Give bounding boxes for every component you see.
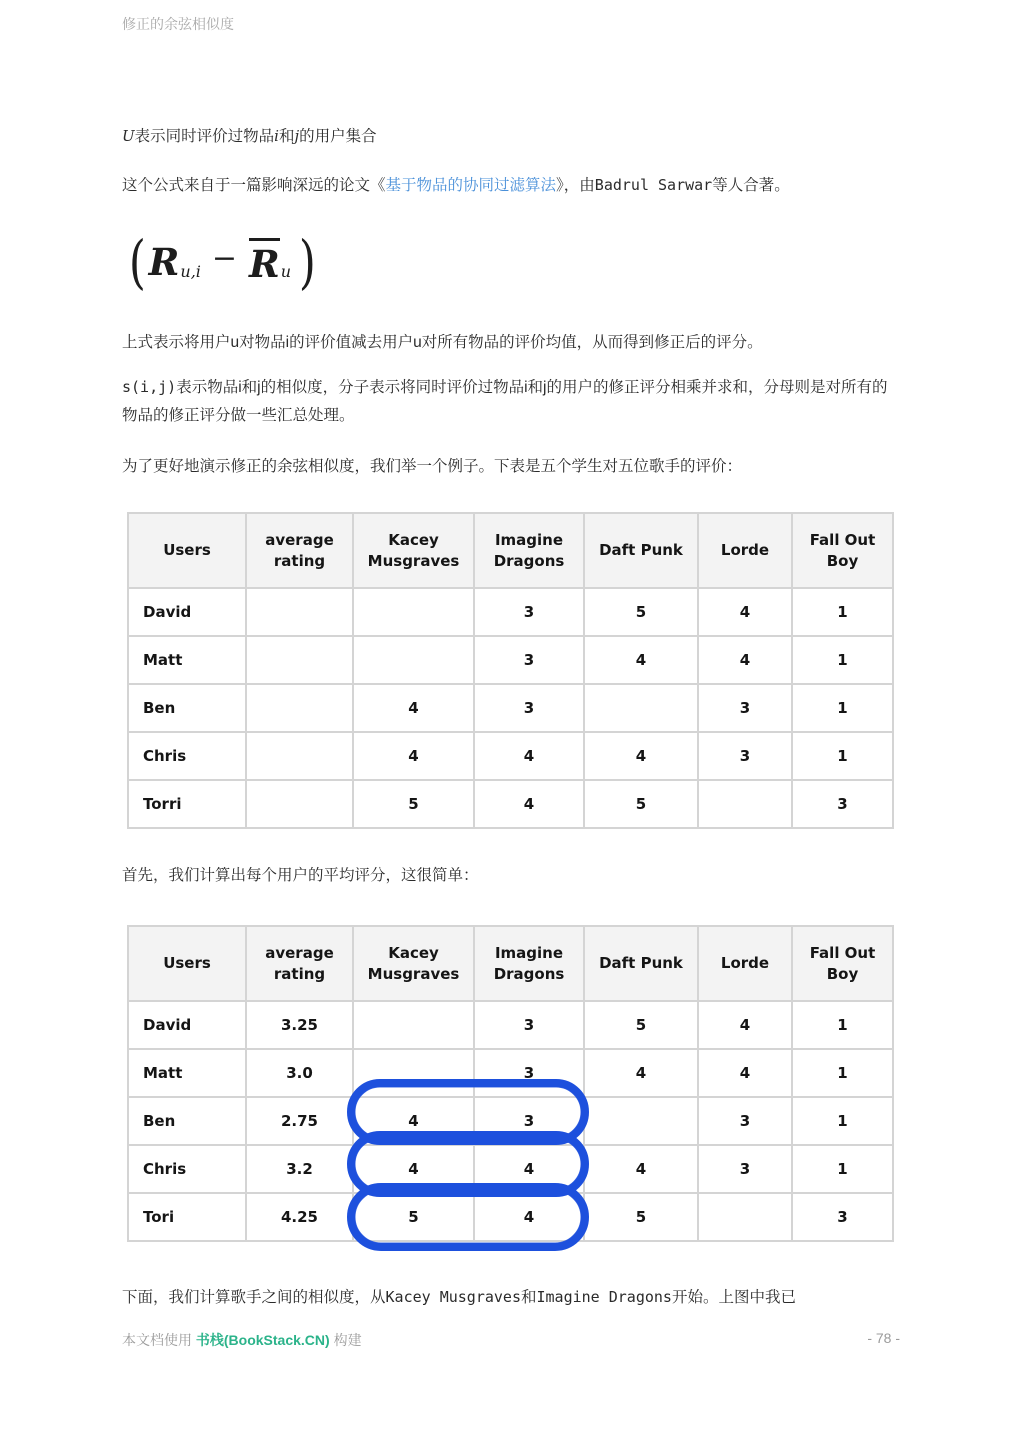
rating-cell: 5 — [584, 780, 698, 828]
rating-cell: 4 — [474, 1193, 584, 1241]
rating-cell — [246, 636, 353, 684]
column-header: Users — [128, 926, 246, 1001]
rating-cell: 3 — [474, 1001, 584, 1049]
column-header: Imagine Dragons — [474, 513, 584, 588]
artist-name-imagine: Imagine Dragons — [536, 1288, 672, 1306]
column-header: Fall Out Boy — [792, 513, 893, 588]
table-row — [128, 1193, 893, 1241]
rating-cell — [246, 732, 353, 780]
p7-end: 开始。上图中我已 — [671, 1289, 796, 1306]
rating-cell: 4 — [474, 780, 584, 828]
table-header-row — [128, 513, 893, 588]
paragraph-next-step — [122, 1283, 900, 1312]
table-row — [128, 780, 893, 828]
table-row — [128, 636, 893, 684]
rating-cell: 3 — [698, 1097, 792, 1145]
rating-cell: 3.2 — [246, 1145, 353, 1193]
formula-minus: − — [211, 240, 238, 276]
user-name-cell: Tori — [128, 1193, 246, 1241]
column-header: Imagine Dragons — [474, 926, 584, 1001]
paragraph-similarity-explain — [122, 373, 900, 430]
rating-cell: 4 — [353, 1145, 474, 1193]
rating-cell — [246, 684, 353, 732]
rating-cell: 4 — [584, 732, 698, 780]
paragraph-example-intro: 为了更好地演示修正的余弦相似度，我们举一个例子。下表是五个学生对五位歌手的评价： — [122, 458, 743, 475]
rating-cell: 3 — [474, 636, 584, 684]
rating-cell: 3 — [474, 1097, 584, 1145]
p7-pre: 下面，我们计算歌手之间的相似度，从 — [122, 1289, 386, 1306]
user-name-cell: David — [128, 588, 246, 636]
rating-cell: 3 — [474, 684, 584, 732]
p1-text2: 和 — [278, 128, 295, 145]
rating-cell: 1 — [792, 1145, 893, 1193]
variable-j: j — [294, 127, 300, 145]
paragraph-paper-reference — [122, 171, 900, 200]
user-name-cell: Ben — [128, 684, 246, 732]
averages-table-container — [127, 925, 894, 1242]
rating-cell: 4 — [584, 1049, 698, 1097]
page-header-title: 修正的余弦相似度 — [122, 16, 234, 32]
ratings-table — [127, 512, 894, 829]
column-header: average rating — [246, 513, 353, 588]
formula-rparen: ) — [298, 228, 316, 296]
table-row — [128, 1145, 893, 1193]
user-name-cell: Matt — [128, 636, 246, 684]
rating-cell: 3 — [474, 1049, 584, 1097]
rating-cell: 1 — [792, 732, 893, 780]
rating-cell: 1 — [792, 1001, 893, 1049]
footer-prefix: 本文档使用 — [122, 1332, 196, 1348]
rating-cell: 1 — [792, 588, 893, 636]
p2-pre: 这个公式来自于一篇影响深远的论文《 — [122, 177, 386, 194]
user-name-cell: Chris — [128, 1145, 246, 1193]
paragraph-user-set — [122, 122, 900, 151]
column-header: Kacey Musgraves — [353, 926, 474, 1001]
rating-cell: 3 — [792, 780, 893, 828]
p2-end: 等人合著。 — [712, 177, 790, 194]
rating-cell — [584, 684, 698, 732]
rating-cell — [353, 1001, 474, 1049]
paper-link[interactable]: 基于物品的协同过滤算法 — [385, 177, 557, 194]
p1-text1: 表示同时评价过物品 — [134, 128, 275, 145]
rating-cell — [246, 588, 353, 636]
rating-cell: 4 — [474, 1145, 584, 1193]
rating-cell: 1 — [792, 1097, 893, 1145]
formula-R1: R — [148, 240, 180, 284]
rating-cell: 3 — [698, 1145, 792, 1193]
table-row — [128, 1049, 893, 1097]
bookstack-brand: 书栈(BookStack.CN) — [195, 1332, 330, 1348]
user-name-cell: David — [128, 1001, 246, 1049]
rating-cell: 3 — [698, 732, 792, 780]
p4-text: 表示物品i和j的相似度，分子表示将同时评价过物品i和j的用户的修正评分相乘并求和，分母则是对所有的物品的修正评分做一些汇总处理。 — [122, 379, 888, 424]
rating-cell: 5 — [584, 1193, 698, 1241]
paragraph-average-intro: 首先，我们计算出每个用户的平均评分，这很简单： — [122, 867, 479, 884]
page-number: - 78 - — [867, 1330, 900, 1346]
footer-suffix: 构建 — [329, 1332, 362, 1348]
p7-mid: 和 — [520, 1289, 537, 1306]
user-name-cell: Chris — [128, 732, 246, 780]
rating-cell: 3.25 — [246, 1001, 353, 1049]
column-header: Kacey Musgraves — [353, 513, 474, 588]
rating-cell: 4 — [584, 636, 698, 684]
rating-cell — [246, 780, 353, 828]
table-row — [128, 1001, 893, 1049]
table-header-row — [128, 926, 893, 1001]
rating-cell: 4 — [584, 1145, 698, 1193]
rating-cell: 2.75 — [246, 1097, 353, 1145]
rating-cell: 1 — [792, 684, 893, 732]
formula-adjusted-rating — [126, 224, 319, 300]
rating-cell — [353, 636, 474, 684]
p1-text3: 的用户集合 — [299, 128, 377, 145]
variable-U: U — [122, 127, 135, 145]
column-header: Lorde — [698, 926, 792, 1001]
column-header: Fall Out Boy — [792, 926, 893, 1001]
rating-cell: 4 — [698, 1049, 792, 1097]
user-name-cell: Torri — [128, 780, 246, 828]
column-header: Lorde — [698, 513, 792, 588]
ratings-table-container — [127, 512, 894, 829]
artist-name-kacey: Kacey Musgraves — [385, 1288, 521, 1306]
rating-cell: 3.0 — [246, 1049, 353, 1097]
table-row — [128, 588, 893, 636]
formula-R2: R — [249, 242, 280, 286]
rating-cell: 3 — [792, 1193, 893, 1241]
rating-cell: 5 — [584, 1001, 698, 1049]
rating-cell: 5 — [584, 588, 698, 636]
rating-cell — [584, 1097, 698, 1145]
averages-table — [127, 925, 894, 1242]
rating-cell — [698, 780, 792, 828]
column-header: Users — [128, 513, 246, 588]
rating-cell: 1 — [792, 1049, 893, 1097]
author-name: Badrul Sarwar — [594, 176, 713, 194]
rating-cell — [353, 1049, 474, 1097]
rating-cell: 4 — [353, 684, 474, 732]
rating-cell: 4 — [474, 732, 584, 780]
rating-cell: 5 — [353, 1193, 474, 1241]
rating-cell — [353, 588, 474, 636]
rating-cell: 4 — [353, 732, 474, 780]
rating-cell: 3 — [698, 684, 792, 732]
rating-cell: 4 — [698, 636, 792, 684]
formula-lparen: ( — [128, 228, 146, 296]
table-row — [128, 732, 893, 780]
user-name-cell: Matt — [128, 1049, 246, 1097]
formula-sub2: u — [280, 261, 292, 281]
rating-cell: 4 — [698, 1001, 792, 1049]
p2-mid: 》，由 — [556, 177, 595, 194]
footer-builder-note — [122, 1330, 362, 1350]
formula-sub1: u,i — [180, 261, 201, 281]
rating-cell — [698, 1193, 792, 1241]
user-name-cell: Ben — [128, 1097, 246, 1145]
rating-cell: 5 — [353, 780, 474, 828]
rating-cell: 1 — [792, 636, 893, 684]
column-header: Daft Punk — [584, 926, 698, 1001]
sij-code: s(i,j) — [122, 378, 177, 396]
column-header: average rating — [246, 926, 353, 1001]
table-row — [128, 684, 893, 732]
rating-cell: 3 — [474, 588, 584, 636]
column-header: Daft Punk — [584, 513, 698, 588]
variable-i: i — [274, 127, 279, 145]
paragraph-formula-explain: 上式表示将用户u对物品i的评价值减去用户u对所有物品的评价均值，从而得到修正后的评分。 — [122, 334, 763, 351]
rating-cell: 4 — [353, 1097, 474, 1145]
rating-cell: 4 — [698, 588, 792, 636]
page-footer — [122, 1330, 900, 1350]
rating-cell: 4.25 — [246, 1193, 353, 1241]
table-row — [128, 1097, 893, 1145]
